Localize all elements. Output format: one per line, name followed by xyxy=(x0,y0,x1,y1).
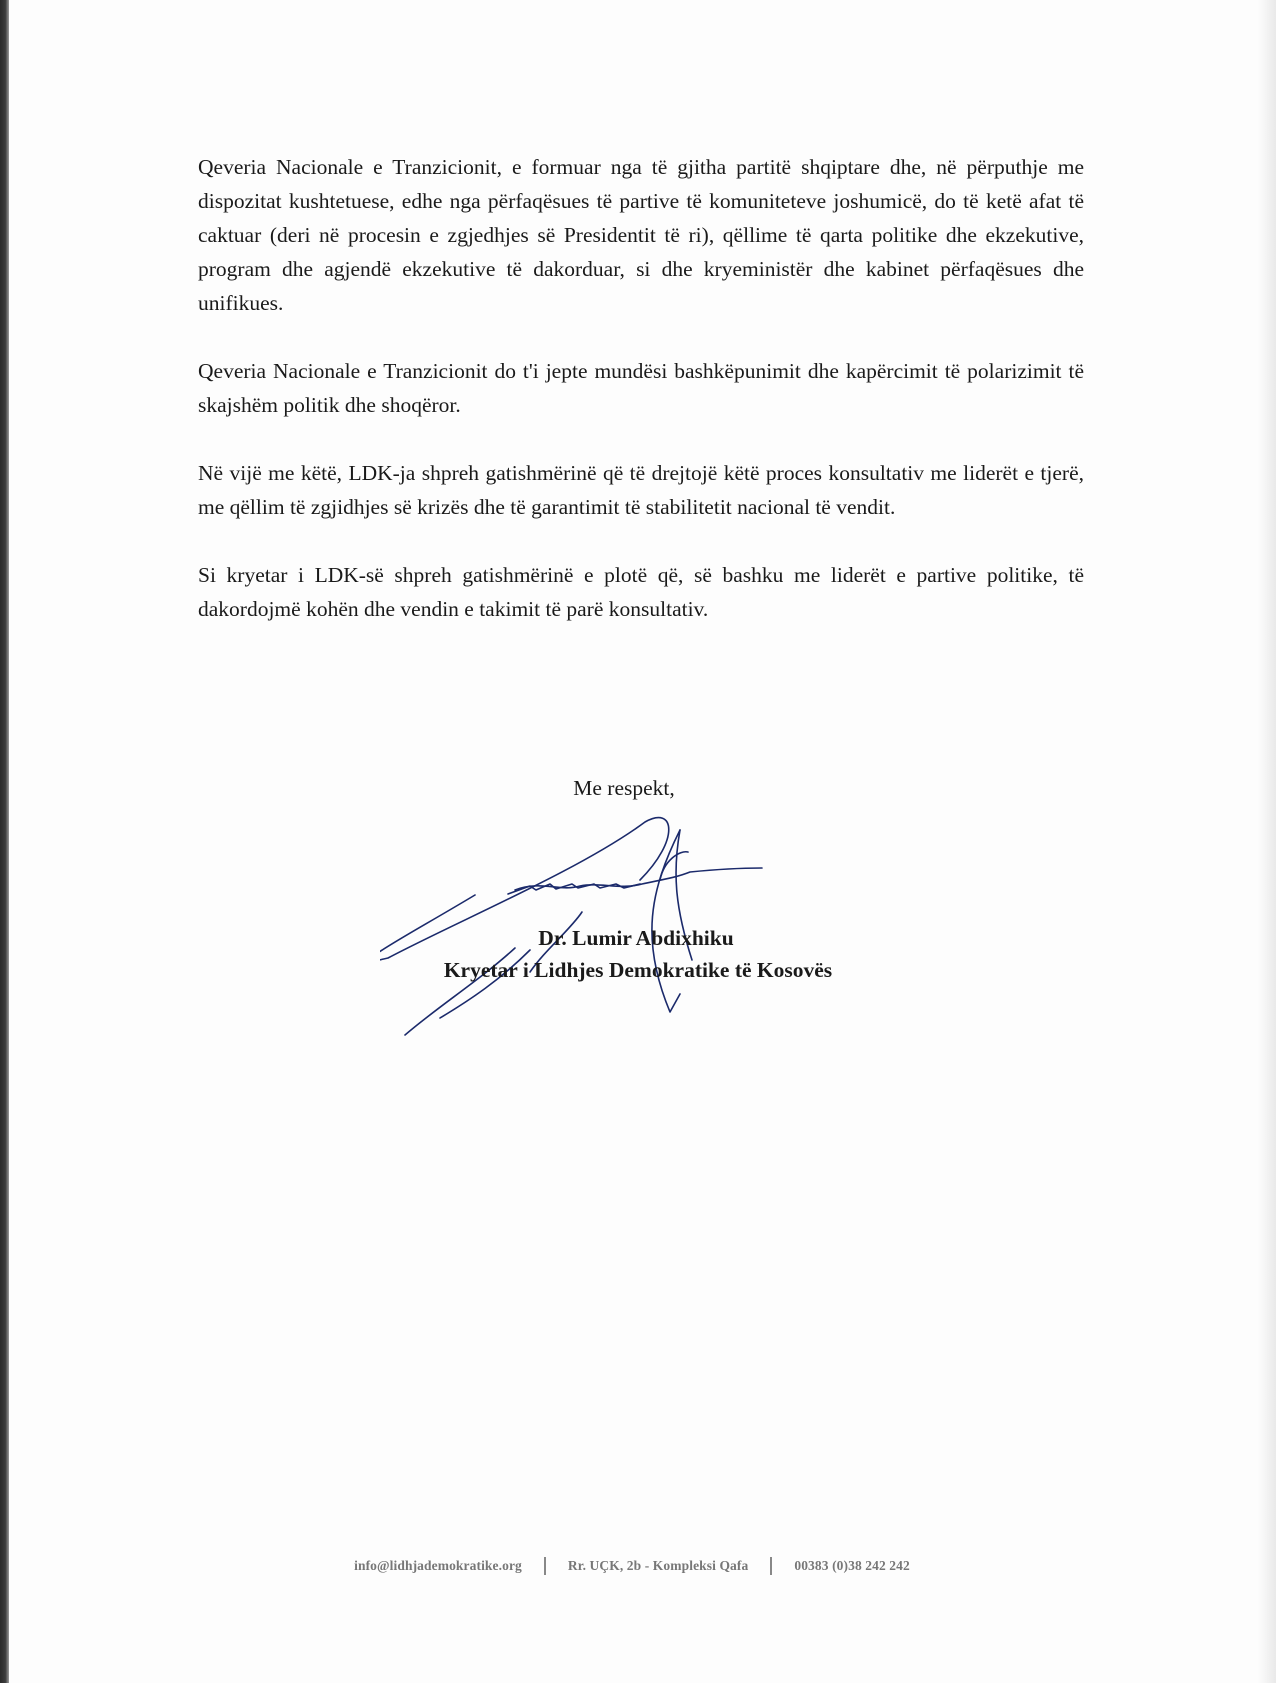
signer-name-line xyxy=(0,926,1276,951)
footer-separator xyxy=(770,1557,772,1575)
closing-text: Me respekt, xyxy=(573,776,675,800)
letter-footer xyxy=(0,1557,1276,1575)
page-right-edge-shadow xyxy=(1258,0,1276,1683)
paragraph-2: Qeveria Nacionale e Tranzicionit do t'i jepte mundësi bashkëpunimit dhe kapërcimit të polarizimit të skajshëm politik dhe shoqëror. xyxy=(198,359,1084,417)
signer-name: Dr. Lumir Abdixhiku xyxy=(538,926,734,950)
signer-title-line xyxy=(0,958,1276,983)
footer-separator xyxy=(544,1557,546,1575)
signer-title: Kryetar i Lidhjes Demokratike të Kosovës xyxy=(443,958,833,982)
footer-phone: 00383 (0)38 242 242 xyxy=(794,1558,910,1573)
closing-line xyxy=(0,776,1276,801)
footer-email: info@lidhjademokratike.org xyxy=(354,1558,522,1573)
paragraph-4: Si kryetar i LDK-së shpreh gatishmërinë e plotë që, së bashku me liderët e partive politike, të dakordojmë kohën dhe vendin e takimit të parë konsultativ. xyxy=(198,563,1084,621)
letter-body xyxy=(198,150,1084,660)
footer-address: Rr. UÇK, 2b - Kompleksi Qafa xyxy=(567,1558,749,1573)
page-left-edge-shadow xyxy=(0,0,9,1683)
paragraph-3: Në vijë me këtë, LDK-ja shpreh gatishmërinë që të drejtojë këtë proces konsultativ me liderët e tjerë, me qëllim të zgjidhjes së krizës dhe të garantimit të stabilitetit nacional të vendit. xyxy=(198,461,1084,519)
handwritten-signature xyxy=(380,800,833,1050)
paragraph-1: Qeveria Nacionale e Tranzicionit, e formuar nga të gjitha partitë shqiptare dhe, në përputhje me dispozitat kushtetuese, edhe nga përfaqësues të partive të komuniteteve joshumicë, do të ketë afat të caktuar (deri në procesin e zgjedhjes së Presidentit të ri), qëllime të qarta politike dhe ekzekutive, program dhe agjendë ekzekutive të dakorduar, si dhe kryeministër dhe kabinet përfaqësues dhe unifikues. xyxy=(198,155,1084,315)
